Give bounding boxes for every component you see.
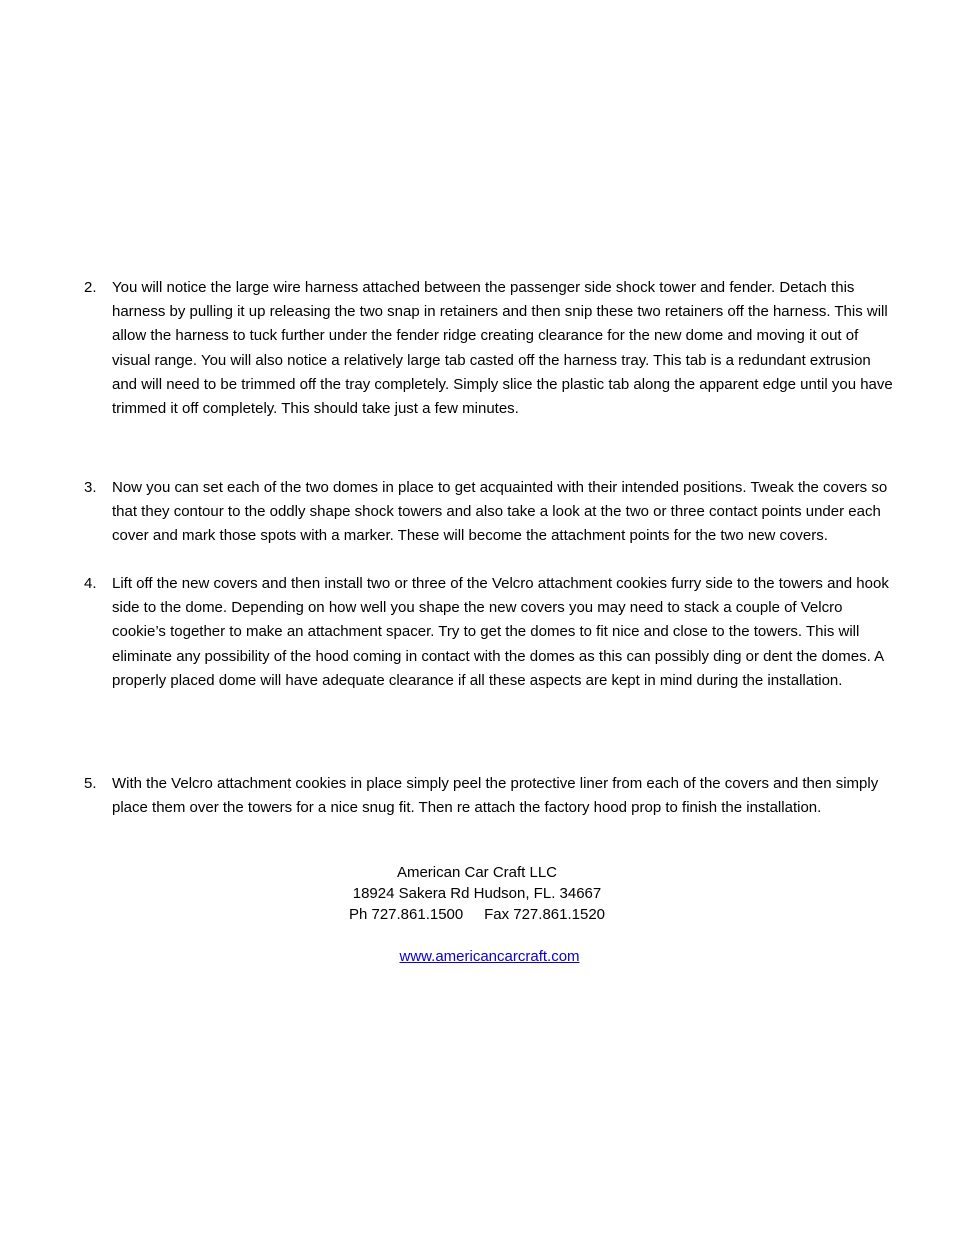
step-number: 2. [84,279,97,296]
company-phone-fax: Ph 727.861.1500 Fax 727.861.1520 [348,906,606,923]
company-name: American Car Craft LLC [396,864,558,881]
step-text: With the Velcro attachment cookies in place simply peel the protective liner from each of the covers and then simply place them over the towers for a nice snug fit. Then re attach the factory hood prop to finish the installation. [112,775,879,817]
instruction-step-3 [84,476,896,549]
instruction-step-5 [84,772,896,820]
step-text: Lift off the new covers and then install two or three of the Velcro attachment cookies furry side to the towers and hook side to the dome. Depending on how well you shape the new covers you may need to stack a couple of Velcro cookie’s together to make an attachment spacer. Try to get the domes to fit nice and close to the towers. This will eliminate any possibility of the hood coming in contact with the domes as this can possibly ding or dent the domes. A properly placed dome will have adequate clearance if all these aspects are kept in mind during the installation. [112,575,889,689]
step-text: You will notice the large wire harness attached between the passenger side shock tower and fender. Detach this harness by pulling it up releasing the two snap in retainers and then snip these two retainers off the harness. This will allow the harness to tuck further under the fender ridge creating clearance for the new dome and moving it out of visual range. You will also notice a relatively large tab casted off the harness tray. This tab is a redundant extrusion and will need to be trimmed off the tray completely. Simply slice the plastic tab along the apparent edge until you have trimmed it off completely. This should take just a few minutes. [112,279,893,418]
step-number: 3. [84,479,97,496]
instruction-step-2 [84,276,896,421]
instruction-step-4 [84,572,896,693]
step-text: Now you can set each of the two domes in place to get acquainted with their intended positions. Tweak the covers so that they contour to the oddly shape shock towers and also take a look at the two or three contact points under each cover and mark those spots with a marker. These will become the attachment points for the two new covers. [112,479,888,545]
company-address: 18924 Sakera Rd Hudson, FL. 34667 [352,885,602,902]
step-number: 4. [84,575,97,592]
website-link[interactable]: www.americancarcraft.com [399,948,580,965]
step-number: 5. [84,775,97,792]
company-footer [0,862,954,988]
